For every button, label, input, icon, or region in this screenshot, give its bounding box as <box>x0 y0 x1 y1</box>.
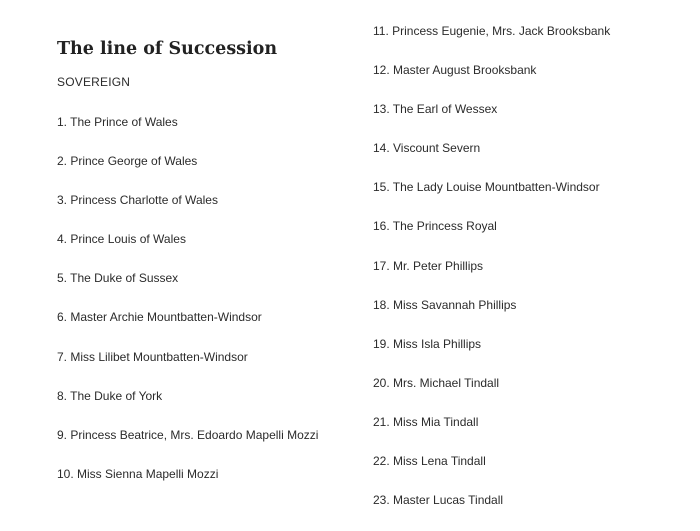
list-item: 8. The Duke of York <box>57 388 163 403</box>
list-item: 5. The Duke of Sussex <box>57 271 179 286</box>
list-item: 3. Princess Charlotte of Wales <box>57 193 218 208</box>
list-item: 12. Master August Brooksbank <box>373 63 537 78</box>
list-item: 23. Master Lucas Tindall <box>373 493 504 508</box>
succession-list-left <box>57 114 318 505</box>
list-item: 20. Mrs. Michael Tindall <box>373 375 500 390</box>
list-item: 6. Master Archie Mountbatten-Windsor <box>57 310 262 325</box>
list-item: 14. Viscount Severn <box>373 141 481 156</box>
succession-list-right <box>373 23 610 531</box>
list-item: 17. Mr. Peter Phillips <box>373 258 484 273</box>
section-heading: SOVEREIGN <box>57 75 131 89</box>
list-item: 2. Prince George of Wales <box>57 154 198 169</box>
list-item: 18. Miss Savannah Phillips <box>373 297 517 312</box>
list-item: 9. Princess Beatrice, Mrs. Edoardo Mapelli Mozzi <box>57 427 319 442</box>
list-item: 4. Prince Louis of Wales <box>57 232 186 247</box>
page-title: The line of Succession <box>57 39 278 59</box>
list-item: 7. Miss Lilibet Mountbatten-Windsor <box>57 349 248 364</box>
list-item: 13. The Earl of Wessex <box>373 102 498 117</box>
list-item: 1. The Prince of Wales <box>57 115 178 129</box>
list-item: 21. Miss Mia Tindall <box>373 414 479 429</box>
list-item: 10. Miss Sienna Mapelli Mozzi <box>57 466 219 481</box>
list-item: 22. Miss Lena Tindall <box>373 454 486 469</box>
list-item: 19. Miss Isla Phillips <box>373 336 482 351</box>
list-item: 11. Princess Eugenie, Mrs. Jack Brooksbank <box>373 24 611 38</box>
list-item: 15. The Lady Louise Mountbatten-Windsor <box>373 180 600 195</box>
list-item: 16. The Princess Royal <box>373 219 497 234</box>
